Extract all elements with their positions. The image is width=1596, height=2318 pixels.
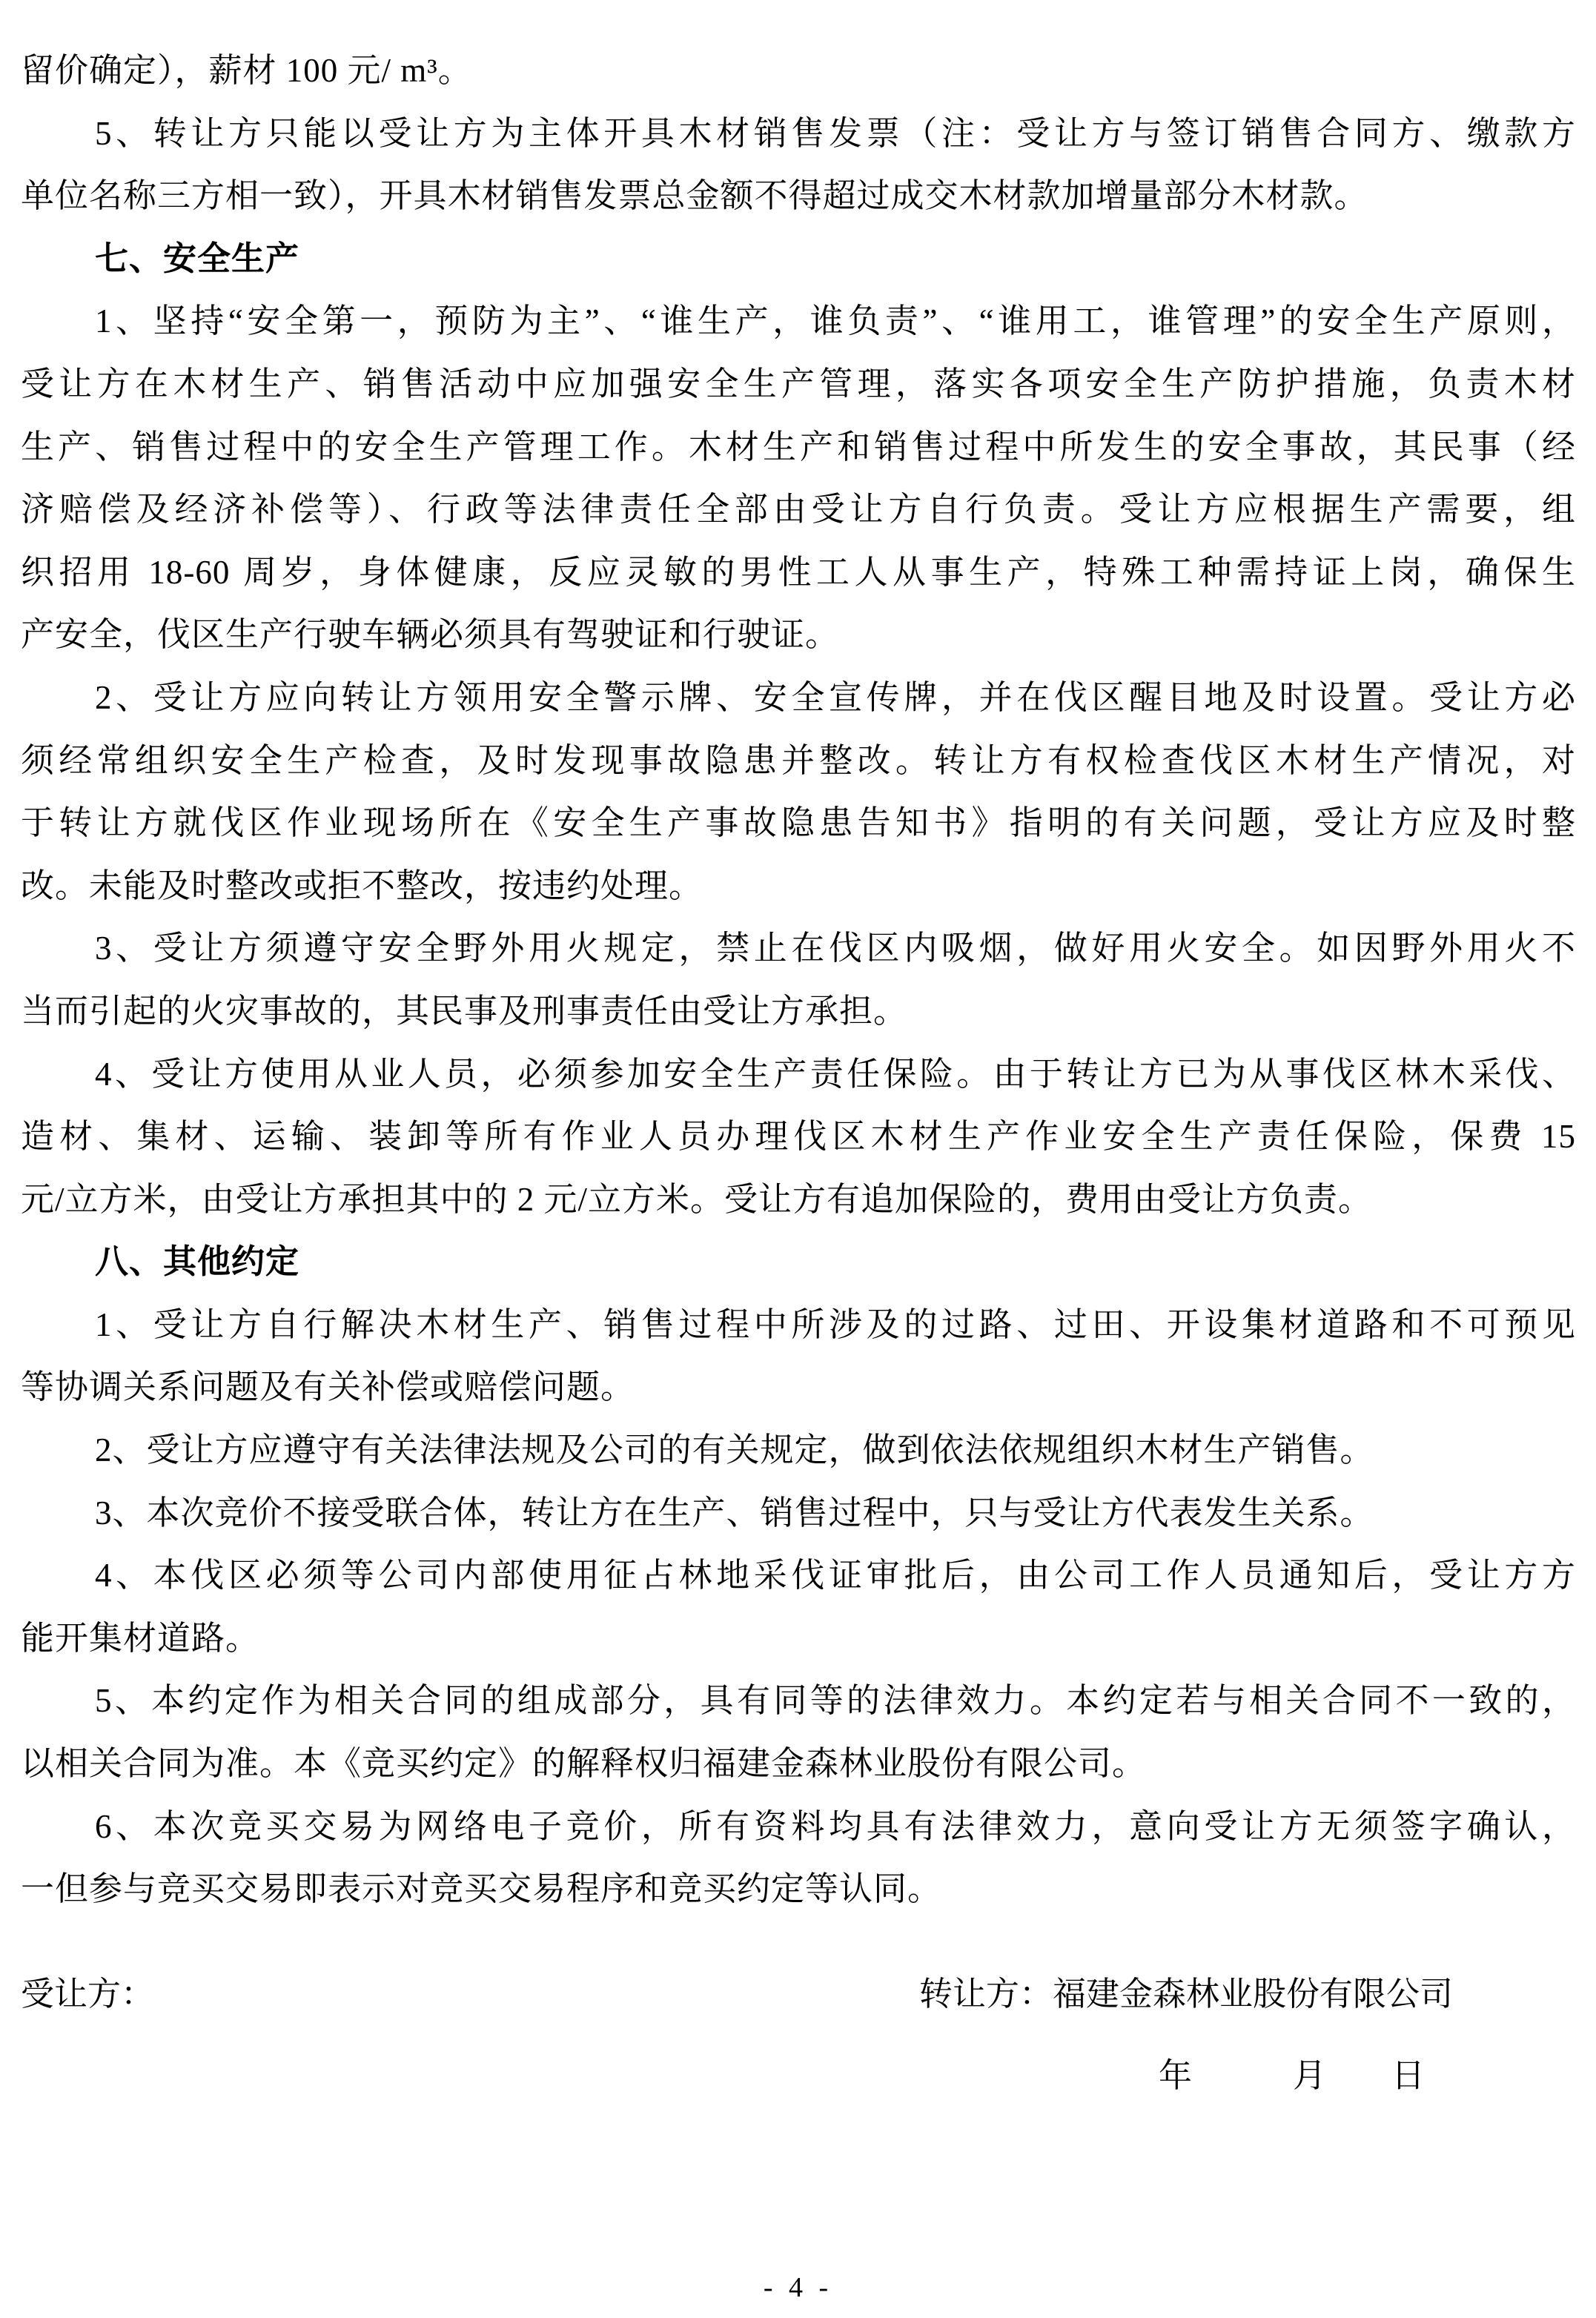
text-line: 受让方在木材生产、销售活动中应加强安全生产管理，落实各项安全生产防护措施，负责木材 [21,365,1576,403]
text-line: 3、本次竞价不接受联合体，转让方在生产、销售过程中，只与受让方代表发生关系。 [95,1494,1374,1531]
text-line: 生产、销售过程中的安全生产管理工作。木材生产和销售过程中所发生的安全事故，其民事（经 [21,428,1576,466]
text-line: 5、本约定作为相关合同的组成部分，具有同等的法律效力。本约定若与相关合同不一致的， [95,1682,1576,1720]
transferee-signature-label: 受让方： [21,1976,155,2013]
section-heading: 八、其他约定 [95,1243,300,1281]
text-line: 织招用 18-60 周岁，身体健康，反应灵敏的男性工人从事生产，特殊工种需持证上岗，确保生 [21,553,1576,591]
text-line: 4、本伐区必须等公司内部使用征占林地采伐证审批后，由公司工作人员通知后，受让方方 [95,1557,1576,1595]
text-line: 于转让方就伐区作业现场所在《安全生产事故隐患告知书》指明的有关问题，受让方应及时整 [21,804,1576,842]
text-line: 造材、集材、运输、装卸等所有作业人员办理伐区木材生产作业安全生产责任保险，保费 15 [21,1118,1576,1156]
transferor-signature-label: 转让方：福建金森林业股份有限公司 [919,1976,1454,2013]
signature-date-row [0,2044,1596,2107]
section-heading: 七、安全生产 [95,239,300,277]
date-day-label: 日 [1391,2057,1426,2094]
page-number: - 4 - [763,2272,833,2303]
date-month-label: 月 [1293,2057,1327,2094]
text-line: 济赔偿及经济补偿等）、行政等法律责任全部由受让方自行负责。受让方应根据生产需要，组 [21,491,1576,529]
text-line: 5、转让方只能以受让方为主体开具木材销售发票（注：受让方与签订销售合同方、缴款方 [95,114,1576,152]
text-line: 单位名称三方相一致），开具木材销售发票总金额不得超过成交木材款加增量部分木材款。 [21,177,1368,215]
text-line: 以相关合同为准。本《竞买约定》的解释权归福建金森林业股份有限公司。 [21,1745,1147,1783]
text-line: 4、受让方使用从业人员，必须参加安全生产责任保险。由于转让方已为从事伐区林木采伐、 [95,1055,1576,1093]
text-line: 6、本次竞买交易为网络电子竞价，所有资料均具有法律效力，意向受让方无须签字确认， [95,1807,1576,1845]
signature-row [21,1963,1576,2026]
text-line: 当而引起的火灾事故的，其民事及刑事责任由受让方承担。 [21,992,908,1030]
text-line: 3、受让方须遵守安全野外用火规定，禁止在伐区内吸烟，做好用火安全。如因野外用火不 [95,930,1576,967]
text-line: 等协调关系问题及有关补偿或赔偿问题。 [21,1368,635,1406]
text-line: 留价确定），薪材 100 元/ m³。 [21,52,472,89]
text-line: 2、受让方应向转让方领用安全警示牌、安全宣传牌，并在伐区醒目地及时设置。受让方必 [95,678,1576,716]
text-line: 一但参与竞买交易即表示对竞买交易程序和竞买约定等认同。 [21,1870,942,1908]
text-line: 1、受让方自行解决木材生产、销售过程中所涉及的过路、过田、开设集材道路和不可预见 [95,1305,1576,1343]
text-line: 须经常组织安全生产检查，及时发现事故隐患并整改。转让方有权检查伐区木材生产情况，对 [21,741,1576,779]
text-line: 产安全，伐区生产行驶车辆必须具有驾驶证和行驶证。 [21,616,840,654]
date-year-label: 年 [1159,2057,1193,2094]
text-line: 元/立方米，由受让方承担其中的 2 元/立方米。受让方有追加保险的，费用由受让方负责。 [21,1180,1373,1218]
text-line: 1、坚持“安全第一，预防为主”、“谁生产，谁负责”、“谁用工，谁管理”的安全生产原则， [95,302,1576,340]
document-body [21,39,1576,1921]
text-line: 改。未能及时整改或拒不整改，按违约处理。 [21,867,703,904]
text-line: 2、受让方应遵守有关法律法规及公司的有关规定，做到依法依规组织木材生产销售。 [95,1431,1374,1469]
text-line: 能开集材道路。 [21,1619,260,1657]
